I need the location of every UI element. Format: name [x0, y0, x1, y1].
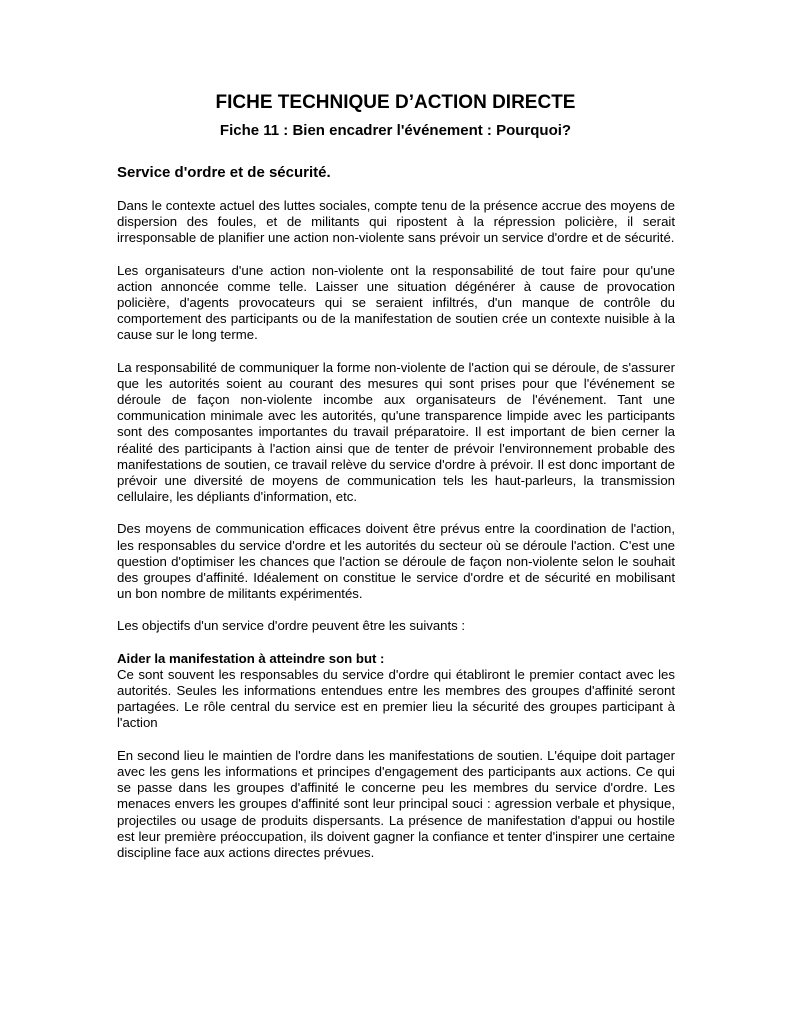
objective-paragraph-first: Ce sont souvent les responsables du service d'ordre qui établiront le premier contact avec les autorités. Seules les informations entendues entre les membres des groupes d'affinité seront partagées. Le rôle central du service est en premier lieu la sécurité des groupes participant à l'action	[117, 666, 675, 731]
objective-block	[117, 651, 675, 732]
section-heading: Service d'ordre et de sécurité.	[117, 164, 331, 181]
paragraph-communication-means: Des moyens de communication efficaces doivent être prévus entre la coordination de l'action, les responsables du service d'ordre et les autorités du secteur où se déroule l'action. C'est une question d'optimiser les chances que l'action se déroule de façon non-violente selon le souhait des groupes d'affinité. Idéalement on constitue le service d'ordre et de sécurité en mobilisant un bon nombre de militants expérimentés.	[117, 521, 675, 602]
paragraph-context: Dans le contexte actuel des luttes sociales, compte tenu de la présence accrue des moyens de dispersion des foules, et de militants qui ripostent à la répression policière, il serait irresponsable de planifier une action non-violente sans prévoir un service d'ordre et de sécurité.	[117, 198, 675, 246]
document-subtitle: Fiche 11 : Bien encadrer l'événement : Pourquoi?	[219, 122, 572, 139]
document-body	[117, 198, 675, 877]
objective-heading: Aider la manifestation à atteindre son but :	[117, 650, 385, 666]
paragraph-communication-responsibility: La responsabilité de communiquer la forme non-violente de l'action qui se déroule, de s'assurer que les autorités soient au courant des mesures qui sont prises pour que l'événement se déroule de façon non-violente incombe aux organisateurs de l'événement. Tant une communication minimale avec les autorités, qu'une transparence limpide avec les participants sont des composantes importantes du travail préparatoire. Il est important de bien cerner la réalité des participants à l'action ainsi que de tenter de prévoir l'environnement probable des manifestations de soutien, ce travail relève du service d'ordre à prévoir. Il est donc important de prévoir une diversité de moyens de communication tels les haut-parleurs, la transmission cellulaire, les dépliants d'information, etc.	[117, 359, 675, 505]
paragraph-objectives-intro: Les objectifs d'un service d'ordre peuvent être les suivants :	[117, 618, 466, 634]
document-title: FICHE TECHNIQUE D’ACTION DIRECTE	[215, 92, 576, 113]
objective-paragraph-second: En second lieu le maintien de l'ordre dans les manifestations de soutien. L'équipe doit partager avec les gens les informations et principes d'engagement des participants aux actions. Ce qui se passe dans les groupes d'affinité le concerne peu les membres du service d'ordre. Les menaces envers les groupes d'affinité sont leur principal souci : agression verbale et physique, projectiles ou usage de produits dispersants. La présence de manifestation d'appui ou hostile est leur première préoccupation, ils doivent gagner la confiance et tenter d'inspirer une certaine discipline face aux actions directes prévues.	[117, 747, 675, 860]
paragraph-organizers: Les organisateurs d'une action non-violente ont la responsabilité de tout faire pour qu'une action annoncée comme telle. Laisser une situation dégénérer à cause de provocation policière, d'agents provocateurs qui se seraient infiltrés, d'un manque de contrôle du comportement des participants ou de la manifestation de soutien crée un contexte nuisible à la cause sur le long terme.	[117, 262, 675, 343]
